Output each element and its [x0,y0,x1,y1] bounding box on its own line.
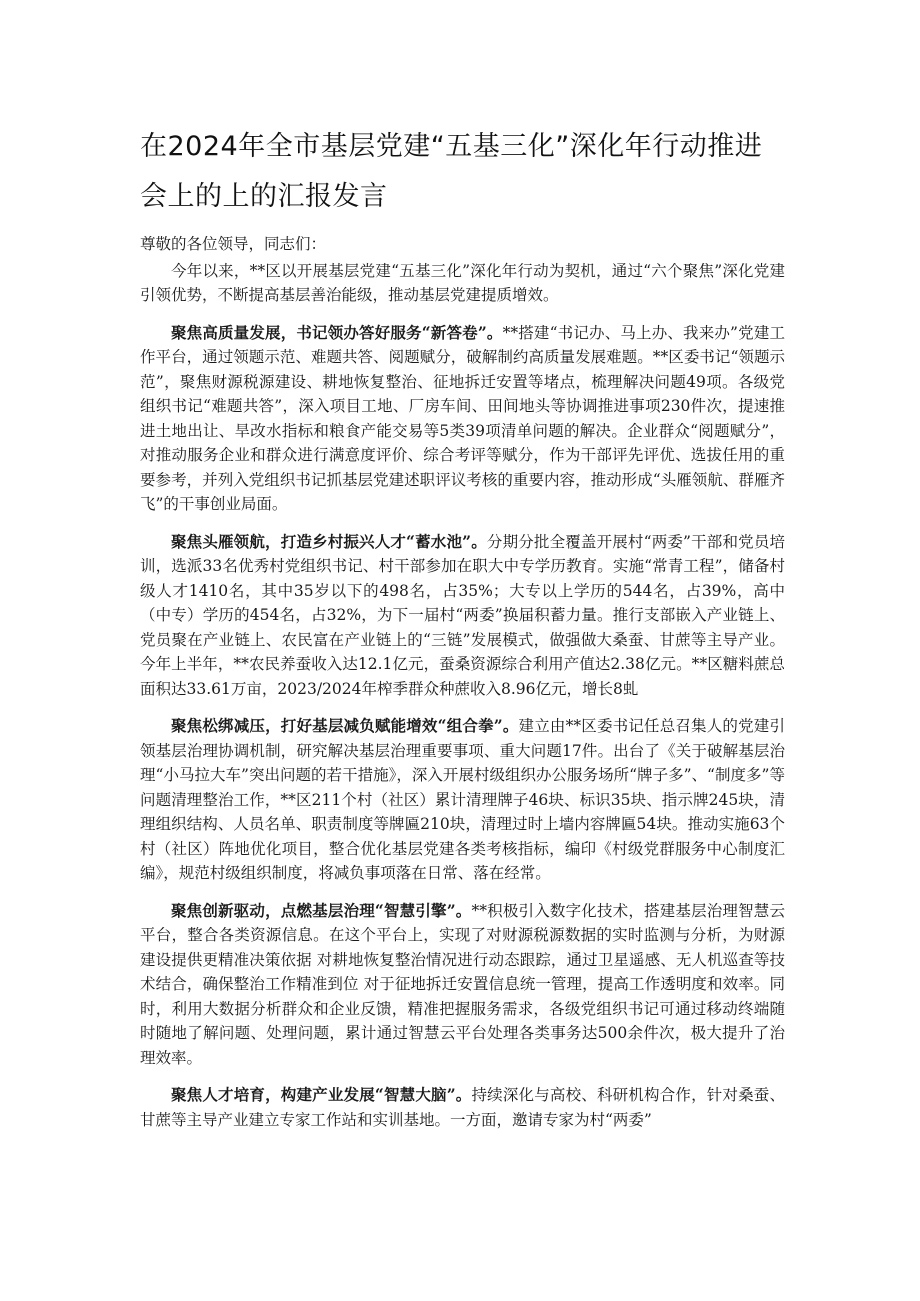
intro-paragraph: 今年以来，**区以开展基层党建“五基三化”深化年行动为契机，通过“六个聚焦”深化党建引领优势，不断提高基层善治能级，推动基层党建提质增效。 [140,261,785,304]
document-title: 在2024年全市基层党建“五基三化”深化年行动推进会上的上的汇报发言 [140,131,763,212]
section-paragraph-4 [140,899,785,1071]
section-paragraph-5 [140,1083,785,1132]
section-heading: 聚焦头雁领航，打造乡村振兴人才“蓄水池”。 [171,531,487,551]
section-text: 分期分批全覆盖开展村“两委”干部和党员培训，选派33名优秀村党组织书记、村干部参加在职大中专学历教育。实施“常青工程”，储备村级人才1410名，其中35岁以下的498名，占35%；大专以上学历的544名，占39%，高中（中专）学历的454名，占32%，为下一届村“两委”换届积蓄力量。推行支部嵌入产业链上、党员聚在产业链上、农民富在产业链上的“三链”发展模式，做强做大桑蚕、甘蔗等主导产业。今年上半年，**农民养蚕收入达12.1亿元，蚕桑资源综合利用产值达2.38亿元。**区糖料蔗总面积达33.61万亩，2023/2024年榨季群众种蔗收入8.96亿元，增长8虬 [140,532,785,698]
section-paragraph-1 [140,321,785,517]
section-text: **搭建“书记办、马上办、我来办”党建工作平台，通过领题示范、难题共答、阅题赋分，破解制约高质量发展难题。**区委书记“领题示范”，聚焦财源税源建设、耕地恢复整治、征地拆迁安置等堵点，梳理解决问题49项。各级党组织书记“难题共答”，深入项目工地、厂房车间、田间地头等协调推进事项230件次，提速推进土地出让、旱改水指标和粮食产能交易等5类39项清单问题的解决。企业群众“阅题赋分”，对推动服务企业和群众进行满意度评价、综合考评等赋分，作为干部评先评优、选拔任用的重要参考，并列入党组织书记抓基层党建述职评议考核的重要内容，推动形成“头雁领航、群雁齐飞”的干事创业局面。 [140,323,785,513]
section-text: **积极引入数字化技术，搭建基层治理智慧云平台，整合各类资源信息。在这个平台上，实现了对财源税源数据的实时监测与分析，为财源建设提供更精准决策依据 对耕地恢复整治情况进行动态跟踪，通过卫星遥感、无人机巡查等技术结合，确保整治工作精准到位 对于征地拆迁安置信息统一管理，提高工作透明度和效率。同时，利用大数据分析群众和企业反馈，精准把握服务需求，各级党组织书记可通过移动终端随时随地了解问题、处理问题，累计通过智慧云平台处理各类事务达500余件次，极大提升了治理效率。 [140,901,785,1067]
section-heading: 聚焦创新驱动，点燃基层治理“智慧引擎”。 [171,900,472,920]
section-text: 建立由**区委书记任总召集人的党建引领基层治理协调机制，研究解决基层治理重要事项、重大问题17件。出台了《关于破解基层治理“小马拉大车”突出问题的若干措施》，深入开展村级组织办公服务场所“牌子多”、“制度多”等问题清理整治工作，**区211个村（社区）累计清理牌子46块、标识35块、指示牌245块，清理组织结构、人员名单、职责制度等牌匾210块，清理过时上墙内容牌匾54块。推动实施63个村（社区）阵地优化项目，整合优化基层党建各类考核指标，编印《村级党群服务中心制度汇编》，规范村级组织制度，将减负事项落在日常、落在经常。 [140,717,785,882]
section-heading: 聚焦高质量发展，书记领办答好服务“新答卷”。 [171,322,503,342]
section-text: 持续深化与高校、科研机构合作，针对桑蚕、甘蔗等主导产业建立专家工作站和实训基地。一方面，邀请专家为村“两委” [140,1086,785,1129]
section-paragraph-3 [140,714,785,886]
salutation: 尊敬的各位领导，同志们： [140,235,327,253]
section-paragraph-2 [140,530,785,702]
section-heading: 聚焦松绑减压，打好基层减负赋能增效“组合拳”。 [171,716,519,735]
document-body [140,232,785,1132]
section-heading: 聚焦人才培育，构建产业发展“智慧大脑”。 [171,1085,472,1104]
